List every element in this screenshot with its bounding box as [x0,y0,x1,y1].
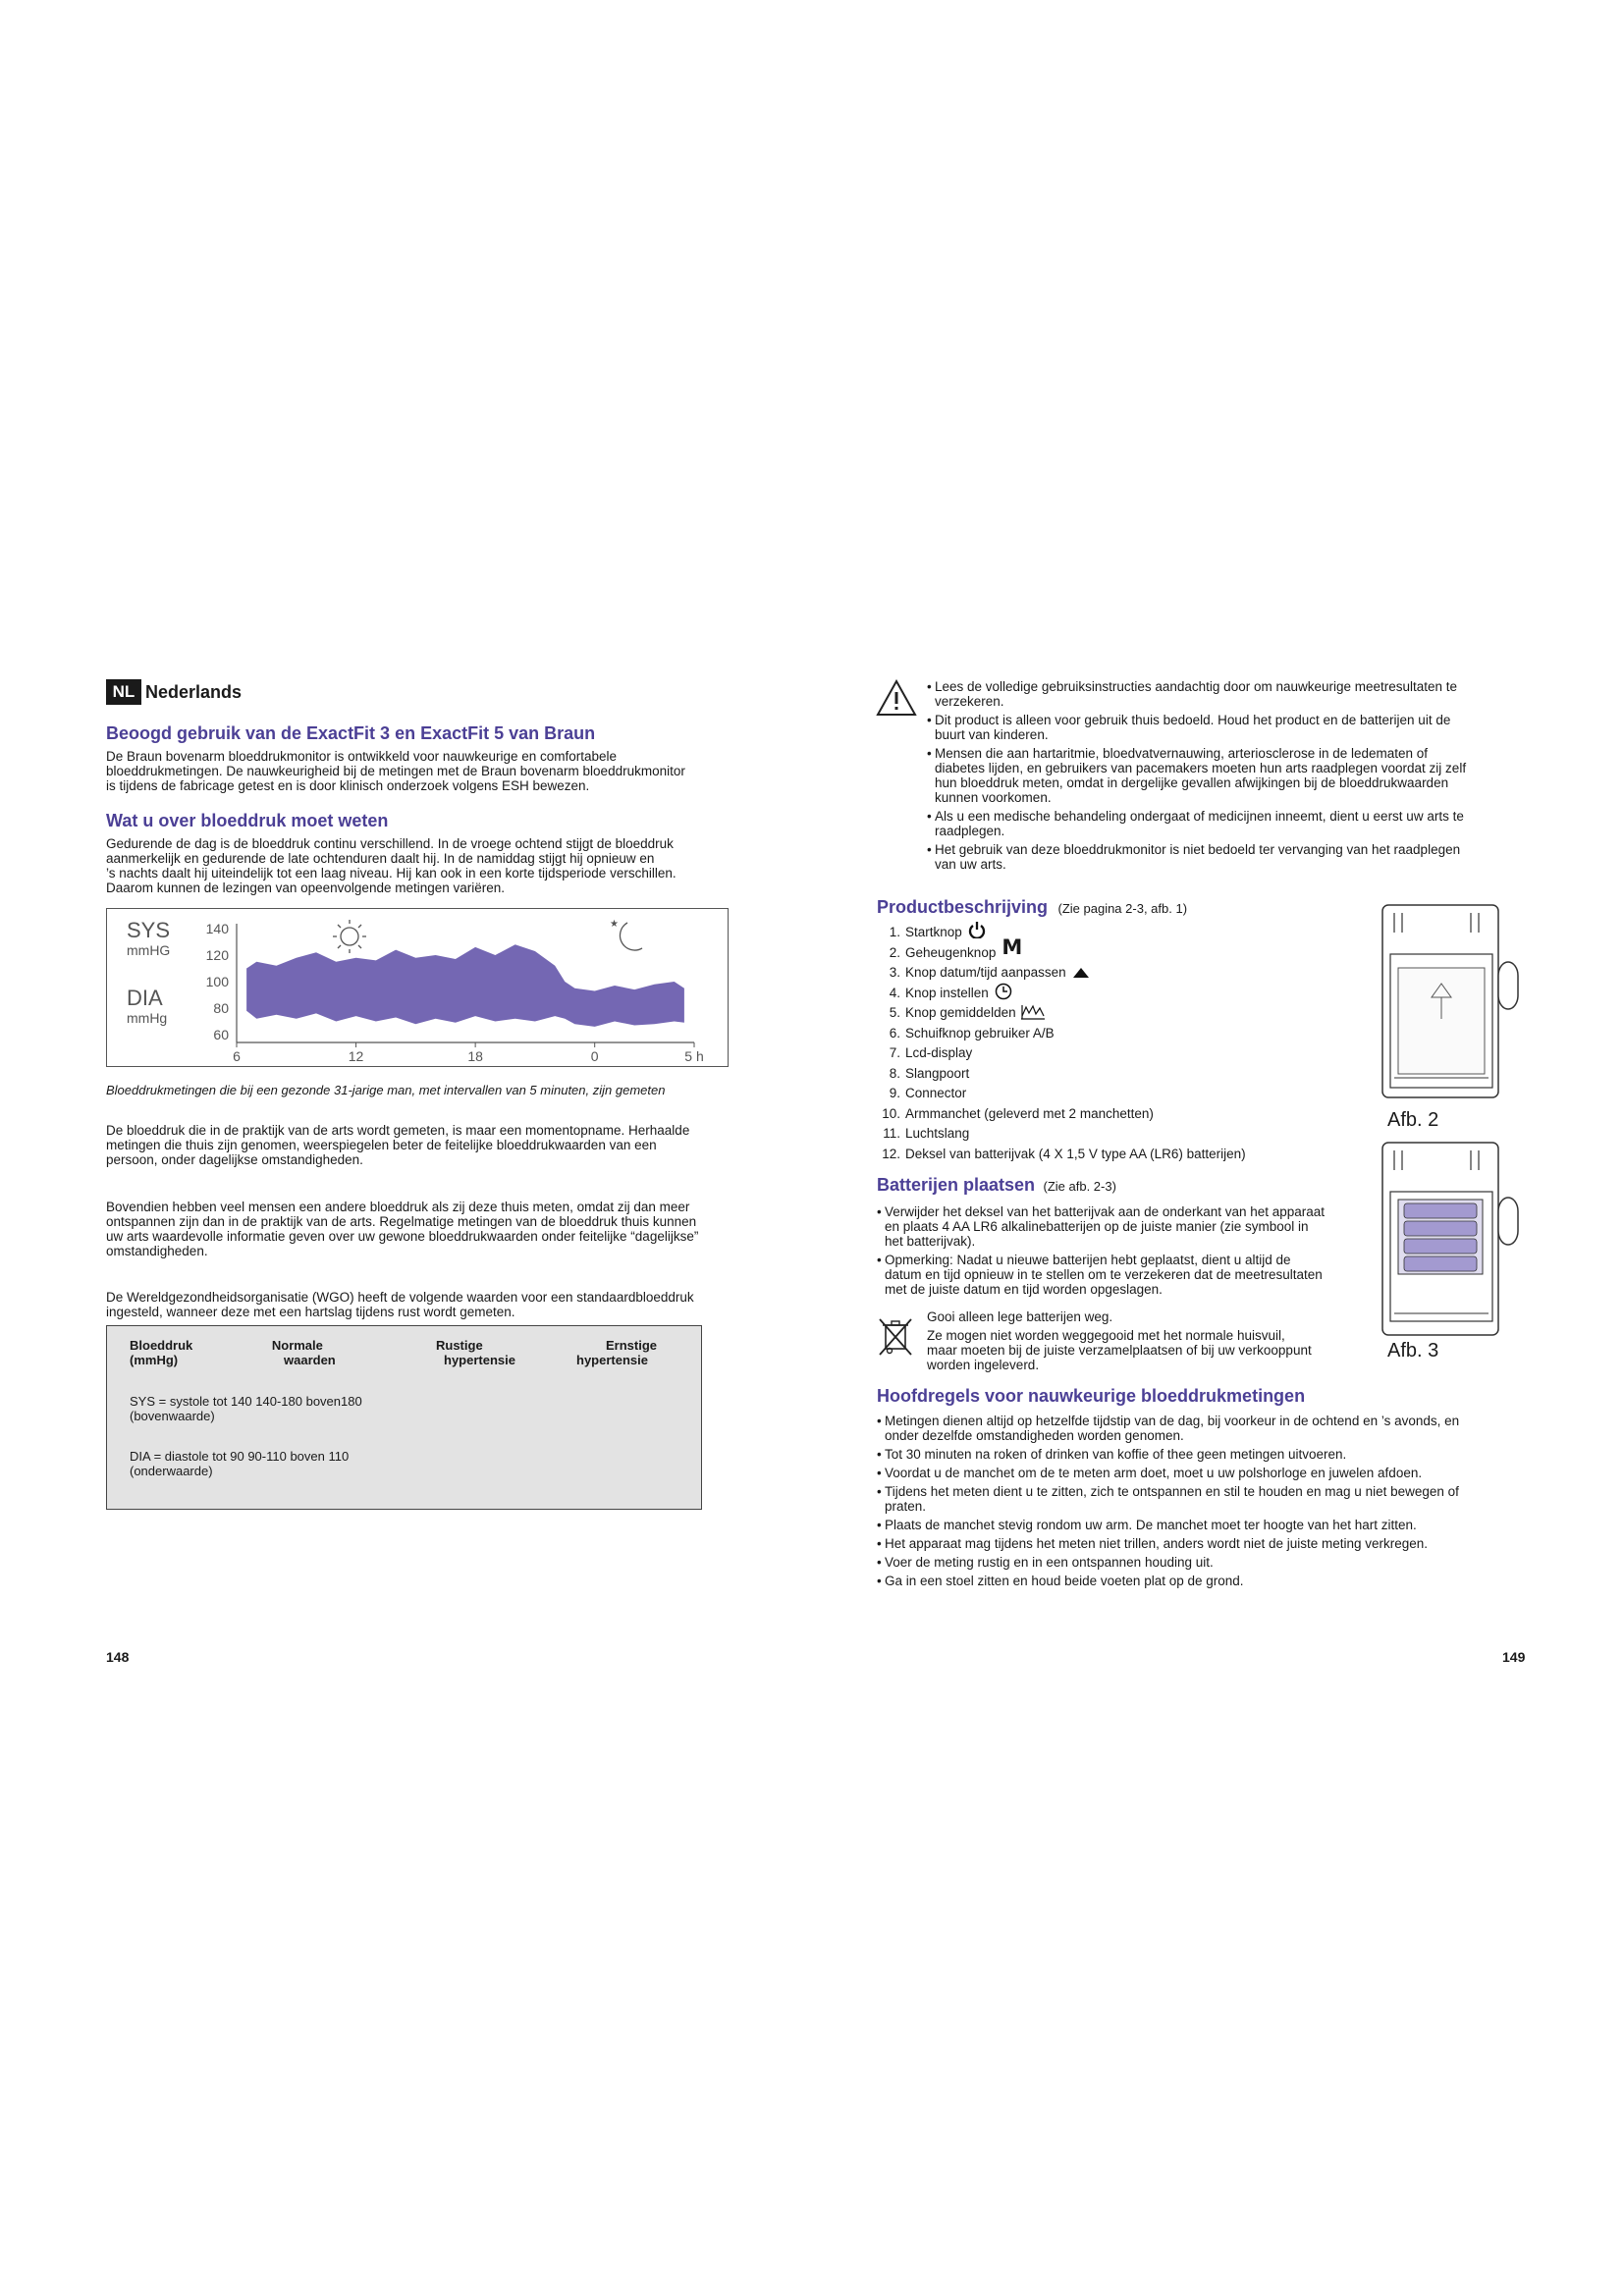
x-tick-label: 18 [467,1048,483,1064]
who-values-table [106,1325,702,1510]
warning-item: • Het gebruik van deze bloeddrukmonitor is niet bedoeld ter vervanging van het raadplegen van uw arts. [927,842,1531,872]
rule-item: • Plaats de manchet stevig rondom uw arm. De manchet moet ter hoogte van het hart zitten. [877,1518,1537,1532]
part-item: 3. Knop datum/tijd aanpassen [877,965,1387,986]
sun-icon [333,920,366,953]
svg-text:★: ★ [610,919,619,930]
part-item: 9. Connector [889,1086,967,1100]
part-item: 1. Startknop [877,925,1387,945]
page-number-right: 149 [1502,1649,1526,1665]
x-tick-label: 12 [348,1048,364,1064]
dia-label: DIA [127,986,163,1010]
warning-item: • Mensen die aan hartaritmie, bloedvatvernauwing, arteriosclerose in de ledematen of diabetes lijden, en gebruikers van pacemakers moeten hun arts raadplegen voordat zij zelf hun bloeddruk meten, omdat in dergelijke gevallen afwijkingen bij de bloeddrukwaarden kunnen voorkomen. [927,746,1531,805]
heading-blood-pressure: Wat u over bloeddruk moet weten [106,811,389,830]
para-intended-use: De Braun bovenarm bloeddrukmonitor is ontwikkeld voor nauwkeurige en comfortabele bloeddrukmetingen. De nauwkeurigheid bij de metingen met de Braun bovenarm bloeddrukmonitor is tijdens de fabricage getest en is door klinisch onderzoek volgens ESH bewezen. [106,749,685,793]
measurement-rules-list [877,1414,1537,1592]
chart-caption: Bloeddrukmetingen die bij een gezonde 31-jarige man, met intervallen van 5 minuten, zijn gemeten [106,1083,666,1097]
part-item: 8. Slangpoort [889,1065,970,1081]
moon-icon [610,919,642,950]
batteries-heading: Batterijen plaatsen (Zie afb. 2-3) [877,1175,1116,1195]
language-badge: NL [106,679,141,705]
row-systole: SYS = systole tot 140 140-180 boven180 (bovenwaarde) [130,1394,362,1423]
part-item: 6. Schuifknop gebruiker A/B [889,1025,1055,1041]
warning-item: • Dit product is alleen voor gebruik thuis bedoeld. Houd het product en de batterijen uit de buurt van kinderen. [927,713,1531,742]
product-parts-list [877,925,1387,1166]
part-item: 11. Luchtslang [883,1126,970,1141]
battery-step: • Verwijder het deksel van het batterijvak aan de onderkant van het apparaat en plaats 4 AA LR6 alkalinebatterijen op de juiste manier (zie symbool in het batterijvak). [877,1204,1378,1249]
bp-area-series [246,944,684,1027]
col-header-rustige: Rustige hypertensie [436,1338,515,1367]
para-home-measure: Bovendien hebben veel mensen een andere bloeddruk als zij deze thuis meten, omdat zij dan meer ontspannen zijn dan in de praktijk van de arts. Regelmatige metingen van de bloeddruk thuis kunnen uw arts waardevolle informatie geven over uw gewone bloeddrukwaarden onder feitelijke “dagelijkse” omstandigheden. [106,1200,699,1258]
y-tick-label: 80 [213,1000,229,1016]
disposal-note: Gooi alleen lege batterijen weg. Ze mogen niet worden weggegooid met het normale huisvuil, maar moeten bij de juiste verzamelplaatsen of bij uw verkooppunt worden ingeleverd. [927,1309,1312,1372]
rule-item: • Tijdens het meten dient u te zitten, zich te ontspannen en stil te houden en mag u niet bewegen of praten. [877,1484,1537,1514]
sys-label: SYS [127,918,171,942]
rule-item: • Metingen dienen altijd op hetzelfde tijdstip van de dag, bij voorkeur in de ochtend en ’s avonds, en onder dezelfde omstandigheden worden genomen. [877,1414,1537,1443]
heading-intended-use: Beoogd gebruik van de ExactFit 3 en ExactFit 5 van Braun [106,723,596,743]
y-tick-label: 60 [213,1027,229,1042]
power-icon [968,921,986,938]
battery-instructions [877,1204,1378,1301]
x-tick-label: 0 [590,1048,599,1064]
dia-unit: mmHg [127,1010,168,1026]
col-header-bloeddruk: Bloeddruk (mmHg) [130,1338,193,1367]
rule-item: • Het apparaat mag tijdens het meten niet trillen, anders wordt niet de juiste meting verkregen. [877,1536,1537,1551]
measurement-rules-heading: Hoofdregels voor nauwkeurige bloeddrukmetingen [877,1386,1306,1406]
product-description-heading: Productbeschrijving (Zie pagina 2-3, afb. 1) [877,897,1188,917]
part-item: 10. Armmanchet (geleverd met 2 manchetten) [882,1105,1154,1121]
warning-item: • Lees de volledige gebruiksinstructies aandachtig door om nauwkeurige meetresultaten te verzekeren. [927,679,1531,709]
figure-2-label: Afb. 2 [1387,1109,1439,1131]
y-tick-label: 120 [205,947,229,963]
language-name: Nederlands [145,682,243,702]
average-icon [1020,1002,1046,1020]
part-item: 5. Knop gemiddelden [877,1005,1387,1026]
col-header-ernstige: Ernstige hypertensie [576,1338,658,1367]
rule-item: • Voordat u de manchet om de te meten arm doet, moet u uw polshorloge en juwelen afdoen. [877,1466,1537,1480]
row-diastole: DIA = diastole tot 90 90-110 boven 110 (onderwaarde) [130,1449,350,1478]
part-item: 7. Lcd-display [889,1045,973,1060]
part-item: 12. Deksel van batterijvak (4 X 1,5 V type AA (LR6) batterijen) [882,1146,1246,1161]
para-blood-pressure: Gedurende de dag is de bloeddruk continu verschillend. In de vroege ochtend stijgt de bloeddruk aanmerkelijk en gedurende de late ochtenduren daalt hij. In de namiddag stijgt hij opnieuw en ’s nachts daalt hij uiteindelijk tot een laag niveau. Hij kan ook in een korte tijdsperiode verschillen. Daarom kunnen de lezingen van opeenvolgende metingen variëren. [106,836,677,895]
rule-item: • Ga in een stoel zitten en houd beide voeten plat op de grond. [877,1574,1537,1588]
page-number-left: 148 [106,1649,130,1665]
memory-m-icon: M [1001,934,1023,959]
part-item: 4. Knop instellen [877,986,1387,1006]
col-header-normale: Normale waarden [271,1338,336,1367]
y-tick-label: 100 [205,974,229,989]
rule-item: • Tot 30 minuten na roken of drinken van koffie of thee geen metingen uitvoeren. [877,1447,1537,1462]
blood-pressure-chart [106,908,729,1067]
y-tick-label: 140 [205,921,229,936]
sys-unit: mmHG [127,942,171,958]
warning-icon [876,679,917,717]
chart-svg [107,909,728,1066]
warning-item: • Als u een medische behandeling ondergaat of medicijnen inneemt, dient u eerst uw arts te raadplegen. [927,809,1531,838]
triangle-up-icon [1072,967,1090,979]
x-tick-label: 6 [233,1048,241,1064]
crossed-bin-icon [877,1315,914,1357]
clock-icon [995,983,1012,1000]
rule-item: • Voer de meting rustig en in een ontspannen houding uit. [877,1555,1537,1570]
figure-2-device-back [1380,903,1528,1101]
para-who: De Wereldgezondheidsorganisatie (WGO) heeft de volgende waarden voor een standaardbloeddruk ingesteld, wanneer deze met een hartslag tijdens rust wordt gemeten. [106,1290,694,1319]
figure-3-battery-compartment [1380,1141,1528,1337]
figure-3-label: Afb. 3 [1387,1340,1439,1362]
x-tick-label: 5 h [684,1048,704,1064]
warnings-list [927,679,1531,876]
part-item: 2. Geheugenknop M [889,934,1023,960]
battery-step: • Opmerking: Nadat u nieuwe batterijen hebt geplaatst, dient u altijd de datum en tijd opnieuw in te stellen om te verzekeren dat de meetresultaten met de juiste datum en tijd worden opgeslagen. [877,1253,1378,1297]
para-snapshot: De bloeddruk die in de praktijk van de arts wordt gemeten, is maar een momentopname. Herhaalde metingen die thuis zijn genomen, weerspiegelen beter de feitelijke bloeddrukwaarden van een persoon, onder dagelijkse omstandigheden. [106,1123,690,1167]
